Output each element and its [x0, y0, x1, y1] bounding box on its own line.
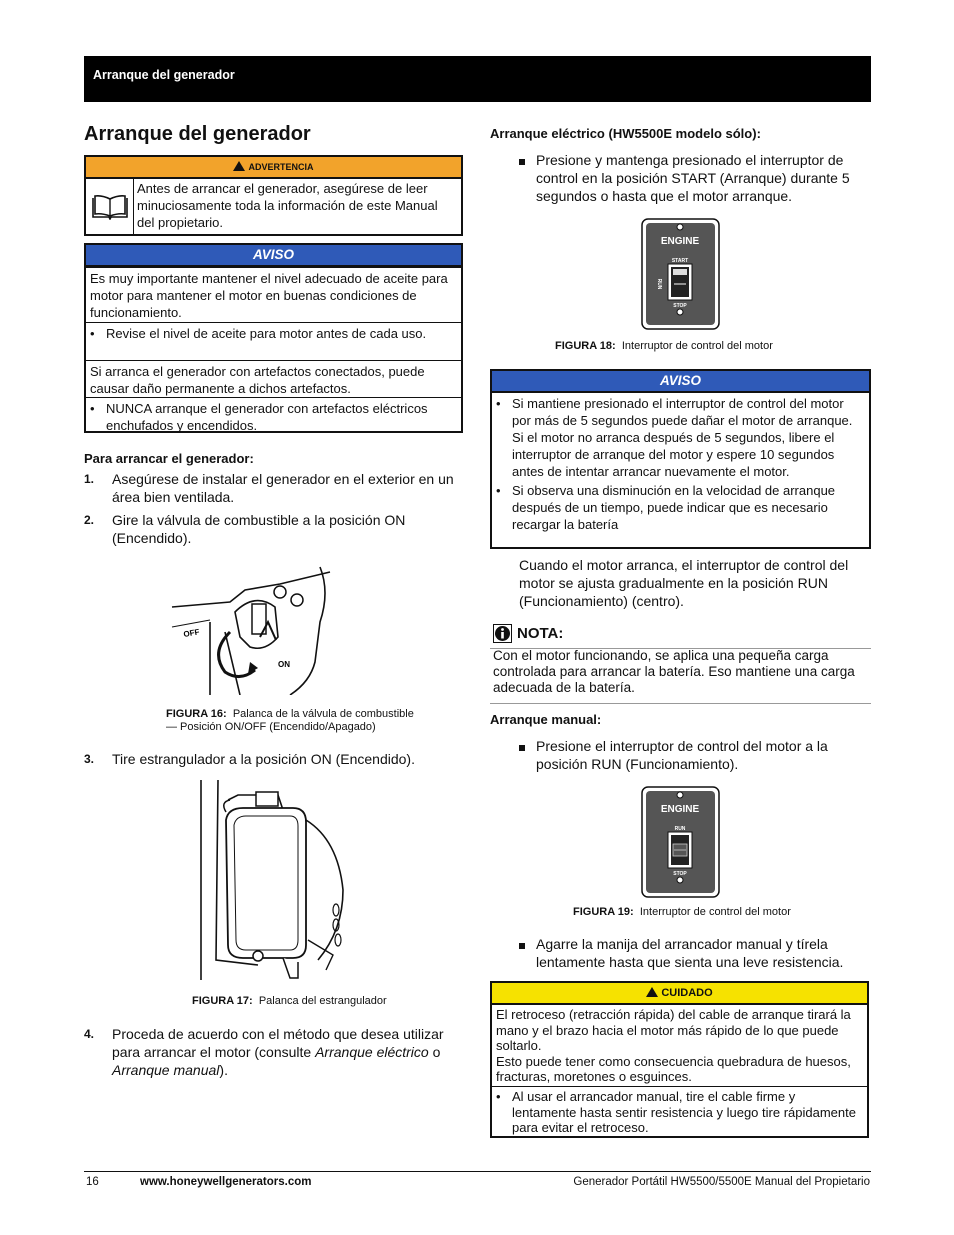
- cuidado-bullet: • Al usar el arrancador manual, tire el cable firme y lentamente hasta sentir resistencia y luego tire rápidamente para evitar el retroceso.: [492, 1086, 867, 1138]
- figure-19-caption: [573, 906, 791, 919]
- manual-start-heading: Arranque manual:: [490, 712, 602, 727]
- engine-switch-run-illustration: [641, 786, 720, 898]
- figure-caption-text: Interruptor de control del motor: [639, 906, 791, 918]
- figure-caption-text: — Posición ON/OFF (Encendido/Apagado): [166, 721, 376, 733]
- figure-caption-text: Palanca del estrangulador: [258, 995, 387, 1007]
- step-3: [84, 750, 462, 768]
- step-number: 1.: [84, 472, 95, 486]
- header-section: Arranque del generador: [93, 68, 235, 82]
- aviso-bullet: • Si mantiene presionado el interruptor de control del motor por más de 5 segundos puede dañar el motor de arranque. Si el motor no arranca después de 5 segundos, libere el interruptor de arranque del motor y espere 10 segundos antes de intentar arrancar nuevamente el motor.: [492, 393, 869, 482]
- engine-label: ENGINE: [660, 236, 700, 247]
- aviso-bullet: • Revise el nivel de aceite para motor antes de cada uso.: [86, 322, 461, 360]
- manual-start-bullet: [519, 737, 869, 773]
- engine-label: ENGINE: [660, 804, 700, 815]
- page-number: 16: [86, 1176, 99, 1188]
- footer-url: www.honeywellgenerators.com: [140, 1176, 312, 1188]
- advertencia-text: Antes de arrancar el generador, asegúrese de leer minuciosamente toda la información de este Manual del propietario.: [137, 181, 438, 230]
- cuidado-box: [490, 981, 869, 1138]
- nota-divider: [490, 703, 871, 704]
- aviso-header: AVISO: [86, 245, 461, 267]
- step-text: Gire la válvula de combustible a la posición ON (Encendido).: [112, 512, 406, 546]
- figure-label: FIGURA 16:: [166, 708, 227, 720]
- aviso-box-1: [84, 243, 463, 433]
- figure-caption-text: Interruptor de control del motor: [621, 340, 773, 352]
- choke-illustration: [198, 780, 348, 980]
- aviso-header: AVISO: [492, 371, 869, 393]
- aviso-row: Si arranca el generador con artefactos conectados, puede causar daño permanente a dichos artefactos.: [86, 360, 461, 397]
- after-start-text: Cuando el motor arranca, el interruptor de control del motor se ajusta gradualmente en la posición RUN (Funcionamiento) (centro).: [519, 557, 849, 609]
- bullet-text: Agarre la manija del arrancador manual y tírela lentamente hasta que sienta una leve resistencia.: [536, 936, 844, 970]
- run-label: RUN: [656, 278, 662, 290]
- aviso-bullet-text: Revise el nivel de aceite para motor antes de cada uso.: [106, 326, 427, 341]
- aviso-bullet-text: Si mantiene presionado el interruptor de control del motor por más de 5 segundos puede dañar el motor de arranque. Si el motor no arranca después de 5 segundos, libere el interruptor de arranque del motor y espere 10 segundos antes de intentar arrancar nuevamente el motor.: [512, 396, 853, 479]
- step-2: [84, 511, 462, 547]
- cuidado-bullet-text: Al usar el arrancador manual, tire el cable firme y lentamente hasta sentir resistencia y luego tire rápidamente para evitar el retroceso.: [512, 1089, 856, 1135]
- figure-16-caption: [166, 708, 466, 734]
- cuidado-text: Esto puede tener como consecuencia quebradura de huesos, fracturas, moretones o esguinces.: [496, 1053, 851, 1084]
- step-text: Proceda de acuerdo con el método que desea utilizar para arrancar el motor (consulte Arranque eléctrico o Arranque manual).: [112, 1026, 444, 1078]
- figure-label: FIGURA 19:: [573, 906, 634, 918]
- figure-label: FIGURA 17:: [192, 995, 253, 1007]
- header-bar: [84, 56, 871, 102]
- electric-start-heading: Arranque eléctrico (HW5500E modelo sólo):: [490, 126, 761, 141]
- bullet-text: Presione el interruptor de control del motor a la posición RUN (Funcionamiento).: [536, 738, 828, 772]
- footer-manual-title: Generador Portátil HW5500/5500E Manual del Propietario: [573, 1176, 870, 1188]
- start-label: START: [671, 258, 689, 264]
- nota-text: Con el motor funcionando, se aplica una pequeña carga controlada para arrancar la batería. Eso mantiene una carga adecuada de la batería.: [493, 648, 855, 695]
- off-label: OFF: [182, 627, 201, 639]
- nota-heading: [493, 624, 563, 643]
- link-manual-start: Arranque manual: [112, 1062, 220, 1078]
- fuel-valve-illustration: [170, 562, 335, 695]
- cuidado-row: [492, 1005, 867, 1086]
- warning-icon: [646, 987, 658, 997]
- stop-label: STOP: [673, 871, 687, 877]
- aviso-bullet-text: Si observa una disminución en la velocidad de arranque después de un tiempo, puede indicar que es necesario recargar la batería: [512, 483, 836, 532]
- step-number: 3.: [84, 752, 95, 766]
- cuidado-text: El retroceso (retracción rápida) del cable de arranque tirará la mano y el brazo hacia el motor más rápido de lo que puede soltarlo.: [496, 1007, 851, 1053]
- electric-start-bullet: [519, 151, 869, 205]
- link-electric-start: Arranque eléctrico: [315, 1044, 429, 1060]
- footer-divider: [84, 1171, 871, 1172]
- step-text: Tire estrangulador a la posición ON (Encendido).: [112, 751, 415, 767]
- nota-label: NOTA:: [517, 625, 564, 642]
- on-label: ON: [278, 660, 290, 669]
- manual-book-icon: [86, 179, 134, 234]
- step-4: [84, 1025, 462, 1079]
- aviso-bullet-text: NUNCA arranque el generador con artefactos eléctricos enchufados y encendidos.: [106, 401, 428, 433]
- advertencia-box: [84, 155, 463, 236]
- procedure-heading: Para arrancar el generador:: [84, 451, 254, 466]
- manual-start-bullet: [519, 935, 869, 971]
- figure-caption-text: Palanca de la válvula de combustible: [232, 708, 414, 720]
- aviso-bullet: • NUNCA arranque el generador con artefactos eléctricos enchufados y encendidos.: [86, 397, 461, 433]
- stop-label: STOP: [673, 303, 687, 309]
- step-number: 4.: [84, 1027, 95, 1041]
- figure-18-caption: [555, 340, 773, 353]
- advertencia-header: [86, 157, 461, 179]
- warning-icon: [233, 161, 245, 171]
- aviso-row: Es muy importante mantener el nivel adecuado de aceite para motor para mantener el motor en buenas condiciones de funcionamiento.: [86, 267, 461, 322]
- figure-17-caption: [192, 995, 387, 1008]
- engine-switch-start-illustration: [641, 218, 720, 330]
- aviso-bullet: • Si observa una disminución en la velocidad de arranque después de un tiempo, puede indicar que es necesario recargar la batería: [492, 482, 869, 535]
- advertencia-label: ADVERTENCIA: [248, 162, 314, 172]
- step-text: Asegúrese de instalar el generador en el exterior en un área bien ventilada.: [112, 471, 454, 505]
- page-title: Arranque del generador: [84, 123, 311, 145]
- info-icon: [493, 624, 512, 643]
- run-label: RUN: [674, 826, 686, 832]
- step-number: 2.: [84, 513, 95, 527]
- step-1: [84, 470, 462, 506]
- bullet-text: Presione y mantenga presionado el interruptor de control en la posición START (Arranque) durante 5 segundos o hasta que el motor arranque.: [536, 152, 850, 204]
- aviso-box-2: [490, 369, 871, 549]
- figure-label: FIGURA 18:: [555, 340, 616, 352]
- cuidado-label: CUIDADO: [661, 987, 713, 999]
- cuidado-header: [492, 983, 867, 1005]
